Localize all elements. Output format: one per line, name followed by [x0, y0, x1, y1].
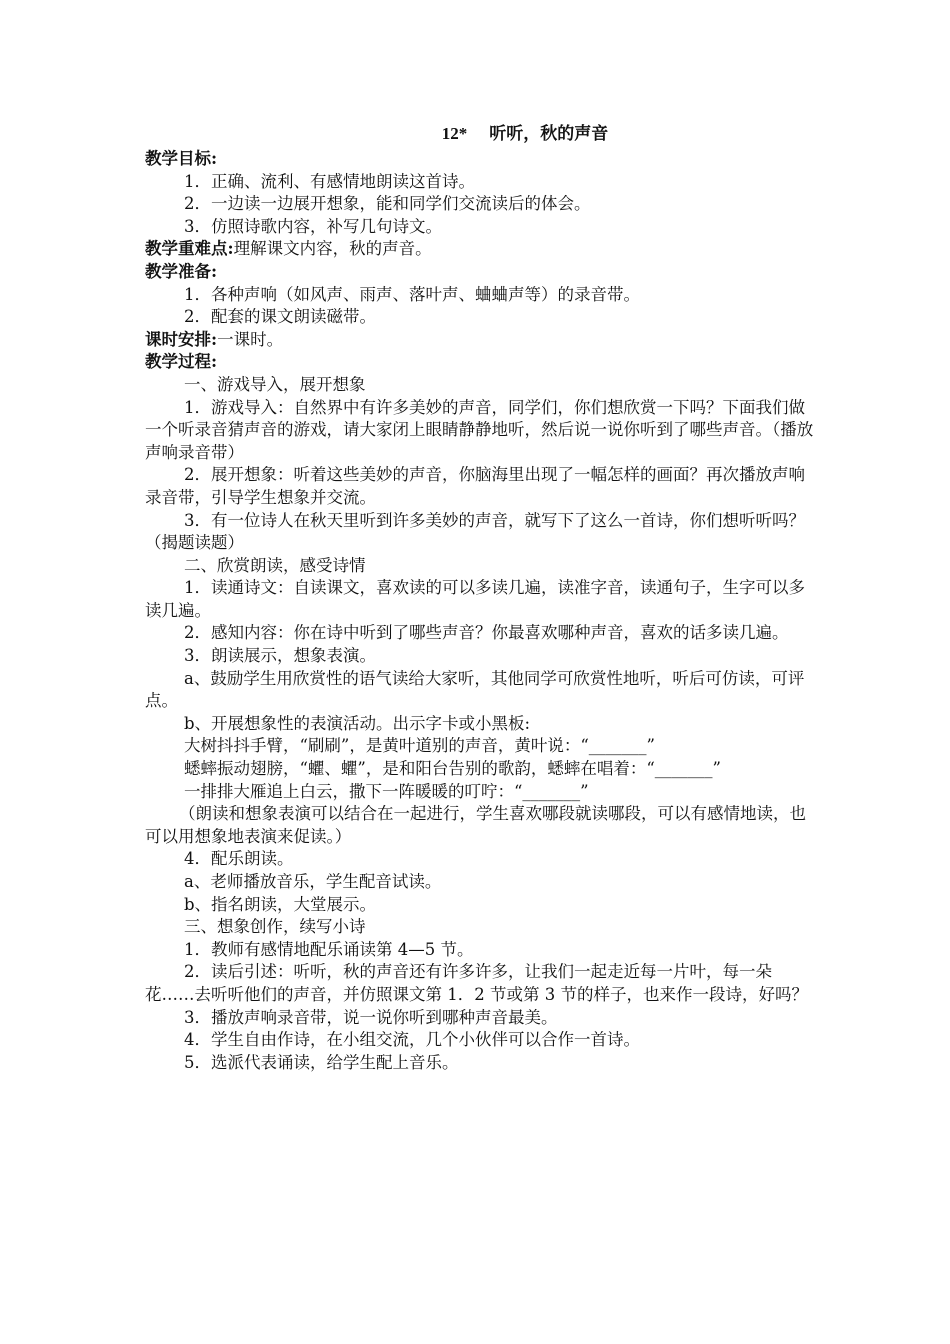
schedule-text: 一课时。: [217, 329, 284, 349]
section-heading: 一、游戏导入，展开想象: [184, 374, 366, 394]
paragraph: a、老师播放音乐，学生配音试读。: [184, 872, 442, 891]
document-page: [145, 120, 815, 1074]
paragraph: 5．选派代表诵读，给学生配上音乐。: [184, 1052, 459, 1072]
paragraph: 4．学生自由作诗，在小组交流，几个小伙伴可以合作一首诗。: [184, 1030, 640, 1050]
prep-item: 2．配套的课文朗读磁带。: [184, 307, 376, 327]
paragraph: 1．游戏导入：自然界中有许多美妙的声音，同学们，你们想欣赏一下吗？下面我们做一个听录音猜声音的游戏，请大家闭上眼睛静静地听，然后说一说你听到了哪些声音。（播放声响录音带）: [145, 397, 814, 462]
goal-item: 1．正确、流利、有感情地朗读这首诗。: [184, 171, 475, 191]
poem-line: 大树抖抖手臂，“刷刷”，是黄叶道别的声音，黄叶说：“_______”: [184, 736, 655, 756]
goals-heading: 教学目标:: [145, 149, 218, 168]
poem-line: 蟋蟀振动翅膀，“蠷、蠷”，是和阳台告别的歌韵，蟋蟀在唱着：“_______”: [184, 759, 721, 779]
lesson-title-text: 听听，秋的声音: [489, 124, 609, 144]
paragraph: 3．朗读展示，想象表演。: [184, 646, 376, 666]
lesson-title: [145, 120, 815, 148]
paragraph: 2．展开想象：听着这些美妙的声音，你脑海里出现了一幅怎样的画面？再次播放声响录音带，引导学生想象并交流。: [145, 465, 805, 507]
paragraph: 1．教师有感情地配乐诵读第 4—5 节。: [184, 939, 474, 959]
section-heading: 二、欣赏朗读，感受诗情: [184, 555, 366, 575]
section-heading: 三、想象创作，续写小诗: [184, 917, 366, 937]
paragraph: 3．播放声响录音带，说一说你听到哪种声音最美。: [184, 1007, 558, 1027]
goal-item: 3．仿照诗歌内容，补写几句诗文。: [184, 216, 442, 236]
goal-item: 2．一边读一边展开想象，能和同学们交流读后的体会。: [184, 194, 591, 214]
note: （朗读和想象表演可以结合在一起进行，学生喜欢哪段就读哪段，可以有感情地读，也可以用想象地表演来促读。）: [145, 804, 806, 846]
paragraph: 1．读通诗文：自读课文，喜欢读的可以多读几遍，读准字音，读通句子，生字可以多读几遍。: [145, 578, 805, 620]
difficulty-heading: 教学重难点:: [145, 239, 234, 259]
paragraph: 3．有一位诗人在秋天里听到许多美妙的声音，就写下了这么一首诗，你们想听听吗？（揭题读题）: [145, 510, 805, 553]
prep-item: 1．各种声响（如风声、雨声、落叶声、蛐蛐声等）的录音带。: [184, 284, 640, 304]
paragraph: 2．感知内容：你在诗中听到了哪些声音？你最喜欢哪种声音，喜欢的话多读几遍。: [184, 623, 789, 643]
paragraph: 2．读后引述：听听，秋的声音还有许多许多，让我们一起走近每一片叶，每一朵花……去听听他们的声音，并仿照课文第 1．2 节或第 3 节的样子，也来作一段诗，好吗？: [145, 962, 808, 1004]
paragraph: 4．配乐朗读。: [184, 849, 294, 869]
schedule-heading: 课时安排:: [145, 329, 218, 349]
process-heading: 教学过程:: [145, 352, 218, 372]
paragraph: b、指名朗读，大堂展示。: [184, 894, 377, 914]
poem-line: 一排排大雁追上白云，撒下一阵暖暖的叮咛：“_______”: [184, 781, 589, 801]
lesson-number: 12*: [441, 124, 468, 143]
paragraph: a、鼓励学生用欣赏性的语气读给大家听，其他同学可欣赏性地听，听后可仿读，可评点。: [145, 668, 805, 711]
paragraph: b、开展想象性的表演活动。出示字卡或小黑板:: [184, 713, 531, 733]
prep-heading: 教学准备:: [145, 261, 218, 281]
difficulty-text: 理解课文内容，秋的声音。: [233, 239, 432, 259]
